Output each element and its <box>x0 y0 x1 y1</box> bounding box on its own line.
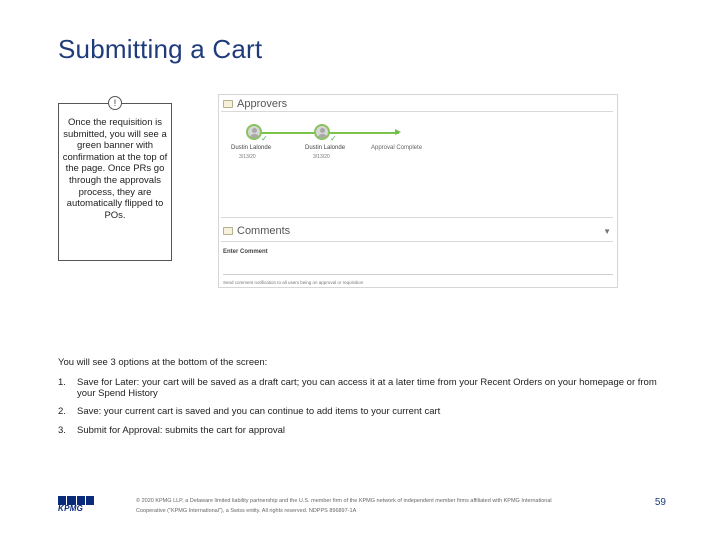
comment-notification-note: Send comment notification to all users being on approval or requisition <box>223 280 364 285</box>
legal-line-2: Cooperative ("KPMG International"), a Swiss entity. All rights reserved. NDPPS 896897-1A <box>136 508 357 514</box>
logo-text: KPMG <box>58 504 84 513</box>
list-item <box>58 377 668 400</box>
chevron-down-icon[interactable]: ▼ <box>603 227 611 236</box>
list-item <box>58 406 668 417</box>
list-text: Submit for Approval: submits the cart for approval <box>77 425 286 436</box>
approver-date-2: 3/13/20 <box>313 154 330 160</box>
complete-flag-icon <box>395 129 401 135</box>
divider <box>221 241 613 242</box>
approver-name-2: Dustin Lalonde <box>305 145 346 151</box>
approvers-heading: Approvers <box>237 98 288 110</box>
section-icon <box>223 227 233 235</box>
approver-date-1: 3/13/20 <box>239 154 256 160</box>
list-number: 2. <box>58 406 66 417</box>
options-intro: You will see 3 options at the bottom of the screen: <box>58 357 268 368</box>
comment-field-label: Enter Comment <box>223 249 268 255</box>
approver-avatar-1 <box>246 124 262 140</box>
check-icon: ✓ <box>330 134 337 143</box>
callout-text: Once the requisition is submitted, you will see a green banner with confirmation at the top of the page. Once PRs go through the approvals process, they are automatically flipped to POs. <box>62 117 168 221</box>
alert-icon: ! <box>108 96 122 110</box>
legal-line-1: © 2020 KPMG LLP, a Delaware limited liability partnership and the U.S. member firm of the KPMG network of independent member firms affiliated with KPMG International <box>136 498 552 504</box>
list-text: Save: your current cart is saved and you can continue to add items to your current cart <box>77 406 441 417</box>
list-number: 3. <box>58 425 66 436</box>
kpmg-logo <box>58 496 94 513</box>
comments-heading: Comments <box>237 225 291 237</box>
divider <box>221 111 613 112</box>
divider <box>221 217 613 218</box>
list-text: Save for Later: your cart will be saved as a draft cart; you can access it at a later time from your Recent Orders on your homepage or from your Spend History <box>77 377 657 400</box>
list-number: 1. <box>58 377 66 388</box>
legal-footer <box>136 496 606 516</box>
approver-name-1: Dustin Lalonde <box>231 145 272 151</box>
check-icon: ✓ <box>261 134 268 143</box>
approver-avatar-2 <box>314 124 330 140</box>
comment-input[interactable] <box>223 257 613 275</box>
page-title: Submitting a Cart <box>58 34 263 64</box>
list-item <box>58 425 668 436</box>
approvers-screenshot <box>218 94 618 288</box>
section-icon <box>223 100 233 108</box>
page-number: 59 <box>654 497 666 508</box>
approval-complete-label: Approval Complete <box>371 145 423 151</box>
comments-section-header[interactable] <box>223 224 290 238</box>
approvers-section-header[interactable] <box>223 97 287 111</box>
